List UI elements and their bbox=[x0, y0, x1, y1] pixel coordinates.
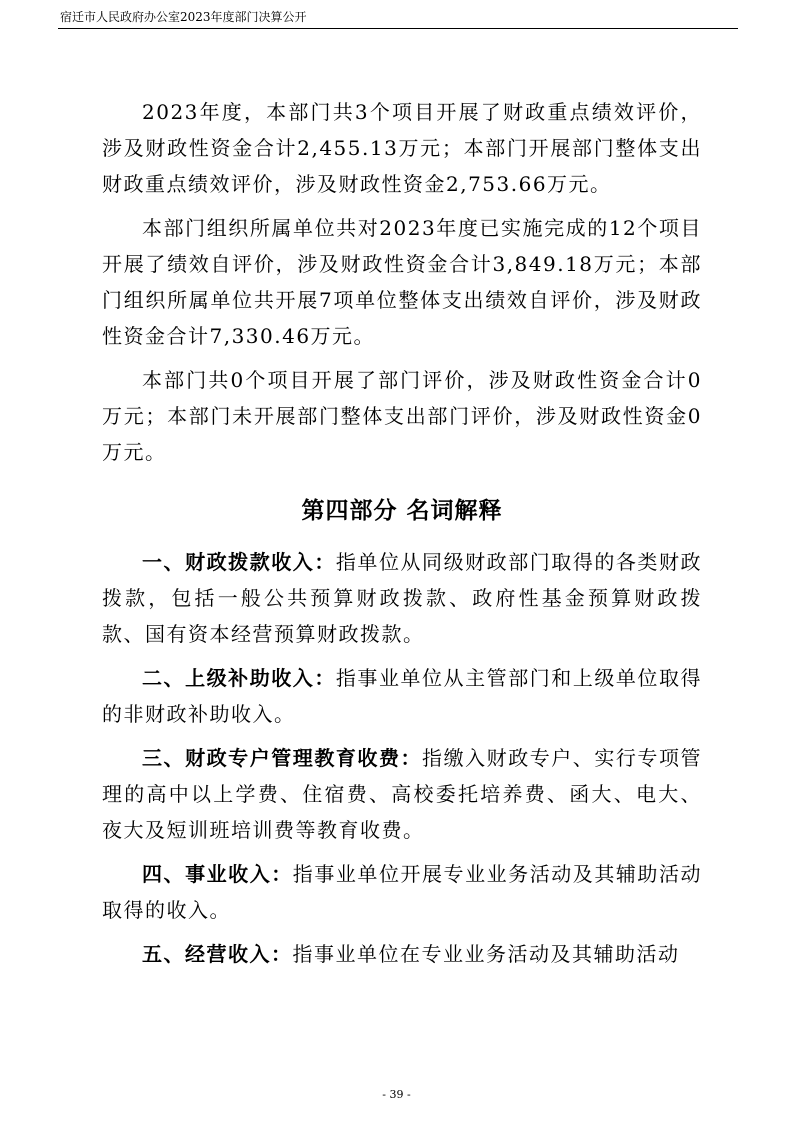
term-label: 五、经营收入： bbox=[142, 942, 293, 966]
term-definition: 指事业单位开展专业业务活动及其辅助活动取得的收入。 bbox=[102, 862, 703, 922]
paragraph-3: 本部门共0个项目开展了部门评价，涉及财政性资金合计0万元；本部门未开展部门整体支出部门评价，涉及财政性资金0万元。 bbox=[102, 368, 702, 464]
term-definition: 指事业单位在专业业务活动及其辅助活动 bbox=[292, 942, 680, 966]
term-entry-3 bbox=[102, 740, 702, 848]
term-label: 二、上级补助收入： bbox=[142, 666, 336, 690]
term-entry-5 bbox=[102, 936, 702, 972]
term-label: 三、财政专户管理教育收费： bbox=[142, 746, 423, 770]
page-number: - 39 - bbox=[382, 1088, 411, 1101]
term-entry-1 bbox=[102, 544, 702, 652]
term-entry-2 bbox=[102, 660, 702, 732]
paragraph-1: 2023年度，本部门共3个项目开展了财政重点绩效评价，涉及财政性资金合计2,455.13万元；本部门开展部门整体支出财政重点绩效评价，涉及财政性资金2,753.66万元。 bbox=[102, 100, 702, 196]
term-definition: 指单位从同级财政部门取得的各类财政拨款，包括一般公共预算财政拨款、政府性基金预算财政拨款、国有资本经营预算财政拨款。 bbox=[102, 550, 703, 646]
section-title: 第四部分 名词解释 bbox=[301, 498, 503, 524]
term-entry-4 bbox=[102, 856, 702, 928]
paragraph-2: 本部门组织所属单位共对2023年度已实施完成的12个项目开展了绩效自评价，涉及财政性资金合计3,849.18万元；本部门组织所属单位共开展7项单位整体支出绩效自评价，涉及财政性资金合计7,330.46万元。 bbox=[102, 216, 702, 348]
term-label: 一、财政拨款收入： bbox=[142, 550, 336, 574]
term-definition: 指事业单位从主管部门和上级单位取得的非财政补助收入。 bbox=[102, 666, 703, 726]
header-rule bbox=[58, 28, 738, 29]
document-body bbox=[102, 94, 702, 972]
term-definition: 指缴入财政专户、实行专项管理的高中以上学费、住宿费、高校委托培养费、函大、电大、夜大及短训班培训费等教育收费。 bbox=[102, 746, 703, 842]
term-label: 四、事业收入： bbox=[142, 862, 293, 886]
page-header: 宿迁市人民政府办公室2023年度部门决算公开 bbox=[60, 10, 307, 24]
